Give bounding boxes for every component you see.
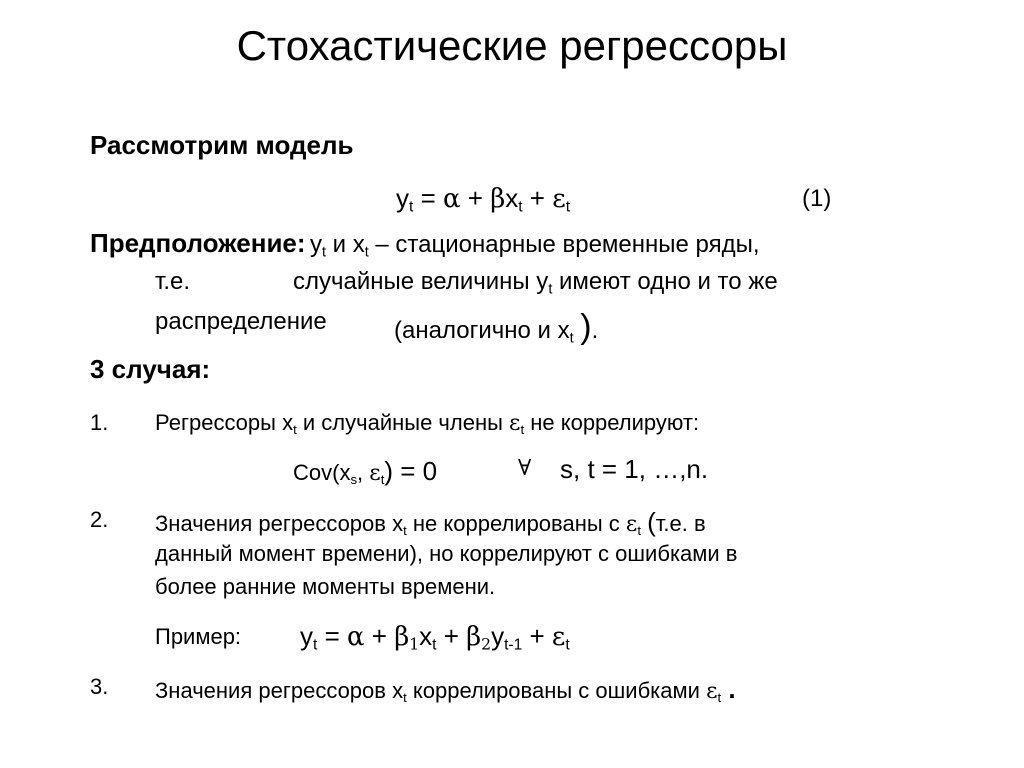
eq-x: x xyxy=(505,183,519,213)
assumption-text: $y_t$ и $x_t$ – стационарные временные ряды, xyxy=(310,231,760,261)
assumption-line1 xyxy=(90,228,760,259)
case2-number: 2. xyxy=(90,507,109,532)
eq-sub-t: t xyxy=(409,198,414,216)
eq-sub-t3: t xyxy=(565,198,571,216)
intro-heading: Рассмотрим модель xyxy=(90,130,354,160)
equation-number: (1) xyxy=(802,185,832,212)
case1-number: 1. xyxy=(90,410,109,435)
assumption-distribution: распределение xyxy=(155,308,327,335)
case3-text: Значения регрессоров $x_t$ коррелированы с ошибками $\varepsilon_t$ . xyxy=(155,674,736,705)
eq-plus: + xyxy=(460,183,491,213)
eq-equals: = xyxy=(413,183,443,213)
case2-line2: данный момент времени), но коррелируют с ошибками в xyxy=(155,541,738,566)
case2-line3: более ранние моменты времени. xyxy=(155,574,496,599)
assumption-ie: т.е. xyxy=(155,268,191,295)
assumption-analog: (аналогично и $x_t$ ). xyxy=(394,308,599,347)
eq-sub-t2: t xyxy=(518,198,523,216)
case2-line1: Значения регрессоров $x_t$ не коррелированы с $\varepsilon_t$ (т.е. в xyxy=(155,507,706,538)
forall-symbol: ∀ xyxy=(518,456,532,481)
case1-covariance: $Cov(x_s$, $\varepsilon_t) = 0$ xyxy=(293,456,438,487)
example-label: Пример: xyxy=(155,624,242,649)
case1-text: Регрессоры $x_t$ и случайные члены $\varepsilon_t$ не коррелируют: xyxy=(155,410,700,437)
case1-range: s, t = 1, …,n. xyxy=(560,454,709,484)
example-equation: $y_t = \alpha + \beta_1x_t + \beta_2y_{t-1} + \varepsilon_t$ xyxy=(300,621,570,654)
slide-title: Стохастические регрессоры xyxy=(236,22,788,69)
eq-epsilon: ε xyxy=(552,184,566,214)
assumption-label: Предположение: xyxy=(90,228,306,258)
model-equation xyxy=(396,183,570,214)
eq-y: y xyxy=(396,183,409,213)
assumption-line2: случайные величины $y_t$ имеют одно и то же xyxy=(293,268,778,298)
cases-heading: 3 случая: xyxy=(90,354,211,384)
eq-alpha: α xyxy=(442,184,461,214)
eq-plus2: + xyxy=(522,183,553,213)
case3-number: 3. xyxy=(90,674,109,699)
eq-beta: β xyxy=(490,184,506,214)
